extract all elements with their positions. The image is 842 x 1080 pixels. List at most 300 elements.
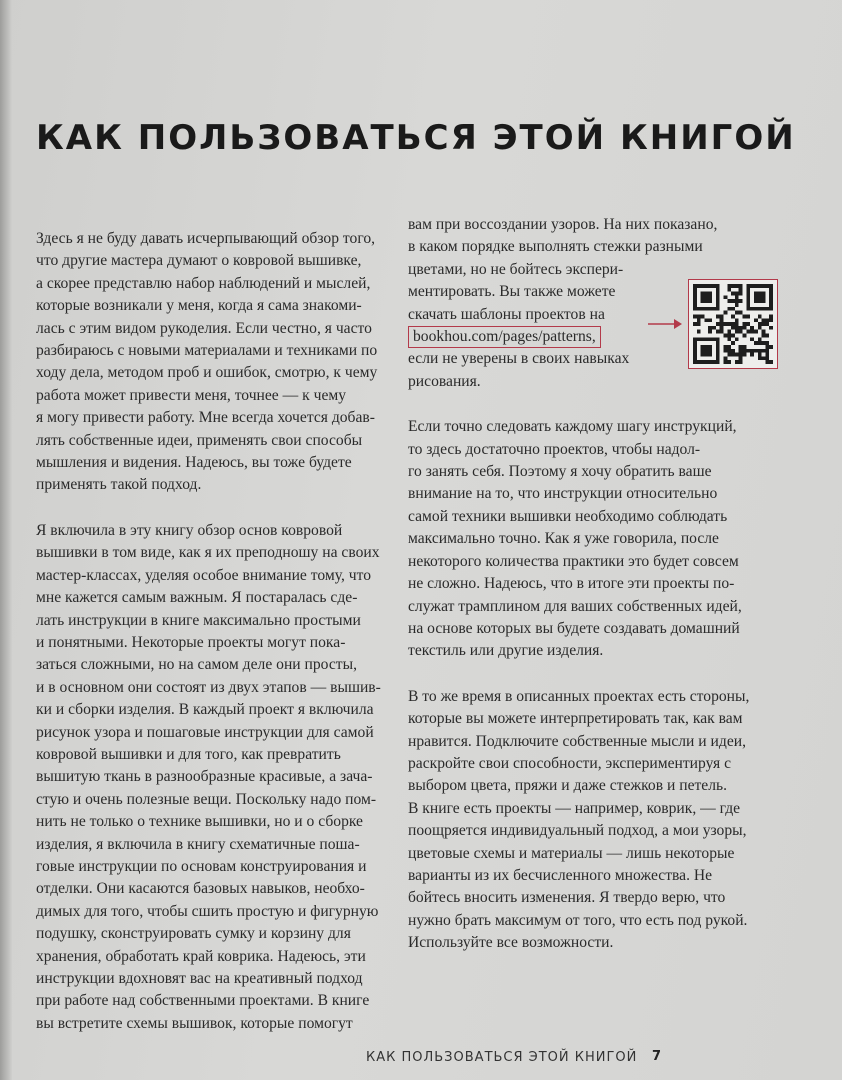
qr-module	[731, 326, 735, 330]
qr-module	[731, 299, 735, 303]
qr-module	[762, 330, 766, 334]
qr-module	[708, 318, 712, 322]
qr-module	[716, 341, 720, 345]
qr-module	[765, 334, 769, 338]
qr-module	[743, 349, 747, 353]
qr-module	[720, 314, 724, 318]
text-line: мне кажется самым важным. Я постаралась сде-	[36, 589, 358, 607]
qr-module	[746, 303, 750, 307]
text-line: В то же время в описанных проектах есть стороны,	[408, 687, 750, 705]
qr-module	[750, 284, 754, 288]
text-line: В книге есть проекты — например, коврик, — где	[408, 799, 741, 817]
qr-module	[708, 295, 712, 299]
qr-module	[739, 360, 743, 364]
qr-module	[727, 330, 731, 334]
qr-module	[704, 284, 708, 288]
qr-module	[762, 341, 766, 345]
qr-module	[693, 356, 697, 360]
text-line: ментировать. Вы также можете	[408, 283, 616, 301]
qr-module	[716, 345, 720, 349]
qr-module	[720, 318, 724, 322]
qr-code-frame[interactable]	[688, 279, 778, 369]
qr-module	[754, 341, 758, 345]
qr-module	[731, 353, 735, 357]
text-line: лять собственные идеи, применять свои способы	[36, 431, 363, 449]
text-line: говые инструкции по основам конструирования и	[36, 857, 367, 875]
qr-module	[758, 356, 762, 360]
qr-module	[739, 345, 743, 349]
qr-module	[750, 326, 754, 330]
qr-module	[697, 330, 701, 334]
qr-module	[701, 337, 705, 341]
text-line: Я включила в эту книгу обзор основ ковровой	[36, 521, 343, 539]
qr-module	[716, 314, 720, 318]
qr-module	[723, 360, 727, 364]
qr-module	[727, 322, 731, 326]
qr-module	[727, 284, 731, 288]
qr-module	[701, 314, 705, 318]
qr-module	[701, 345, 705, 349]
qr-module	[716, 307, 720, 311]
qr-module	[739, 288, 743, 292]
qr-module	[746, 295, 750, 299]
qr-module	[720, 326, 724, 330]
text-line: лать инструкции в книге максимально простыми	[36, 611, 361, 629]
text-line: нравится. Подключите собственные мысли и идеи,	[408, 732, 746, 750]
qr-module	[712, 326, 716, 330]
qr-module	[743, 322, 747, 326]
qr-module	[712, 337, 716, 341]
qr-module	[735, 318, 739, 322]
patterns-url-link[interactable]: bookhou.com/pages/patterns,	[408, 326, 601, 348]
qr-module	[716, 292, 720, 296]
qr-module	[769, 303, 773, 307]
qr-module	[693, 288, 697, 292]
qr-module	[704, 295, 708, 299]
qr-module	[735, 326, 739, 330]
qr-module	[723, 322, 727, 326]
qr-module	[735, 330, 739, 334]
text-line: выбором цвета, пряжи и даже стежков и петель.	[408, 777, 728, 795]
qr-module	[704, 345, 708, 349]
qr-module	[708, 349, 712, 353]
qr-module	[739, 311, 743, 315]
qr-module	[765, 360, 769, 364]
qr-module	[693, 322, 697, 326]
qr-module	[693, 349, 697, 353]
qr-module	[693, 337, 697, 341]
text-line: что другие мастера думают о ковровой вышивке,	[36, 252, 362, 270]
text-line: подушку, сконструировать сумку и корзину для	[36, 925, 351, 943]
qr-module	[727, 307, 731, 311]
qr-module	[762, 349, 766, 353]
qr-module	[769, 360, 773, 364]
qr-module	[754, 295, 758, 299]
qr-module	[708, 299, 712, 303]
qr-module	[758, 337, 762, 341]
qr-module	[762, 307, 766, 311]
qr-module	[701, 307, 705, 311]
running-title: КАК ПОЛЬЗОВАТЬСЯ ЭТОЙ КНИГОЙ	[366, 1050, 638, 1065]
qr-module	[758, 284, 762, 288]
qr-module	[731, 349, 735, 353]
qr-module	[746, 292, 750, 296]
qr-module	[704, 349, 708, 353]
qr-module	[754, 307, 758, 311]
text-line: вышивки в том виде, как я их преподношу на своих	[36, 544, 380, 562]
text-line: служат трамплином для ваших собственных идей,	[408, 597, 742, 615]
qr-module	[735, 303, 739, 307]
qr-module	[731, 322, 735, 326]
qr-module	[735, 322, 739, 326]
text-line: рисования.	[408, 372, 481, 390]
text-line: поощряется индивидуальный подход, а мои узоры,	[408, 822, 747, 840]
qr-module	[704, 318, 708, 322]
qr-module	[735, 311, 739, 315]
qr-module	[708, 345, 712, 349]
paragraph	[36, 520, 392, 1035]
text-line: при работе над собственными проектами. В книге	[36, 992, 370, 1010]
text-line: на основе которых вы будете создавать домашний	[408, 619, 740, 637]
text-line: некоторого количества практики это будет совсем	[408, 552, 739, 570]
qr-module	[708, 360, 712, 364]
qr-module	[762, 318, 766, 322]
text-line: самой техники вышивки необходимо соблюдать	[408, 507, 728, 525]
qr-module	[746, 288, 750, 292]
qr-module	[716, 322, 720, 326]
qr-module	[769, 299, 773, 303]
qr-module	[731, 284, 735, 288]
qr-module	[697, 322, 701, 326]
qr-module	[743, 345, 747, 349]
text-line: мышления и видения. Надеюсь, вы тоже будете	[36, 454, 352, 472]
qr-module	[723, 311, 727, 315]
qr-module	[739, 330, 743, 334]
qr-module	[693, 345, 697, 349]
text-line: то здесь достаточно проектов, чтобы надол-	[408, 440, 701, 458]
qr-module	[739, 356, 743, 360]
qr-module	[735, 360, 739, 364]
text-line: ковровой вышивки и для того, как превратить	[36, 745, 341, 763]
qr-module	[754, 318, 758, 322]
qr-module	[731, 314, 735, 318]
qr-module	[739, 299, 743, 303]
qr-module	[750, 337, 754, 341]
qr-module	[735, 299, 739, 303]
qr-module	[693, 307, 697, 311]
text-line: внимание на то, что инструкции относительно	[408, 485, 718, 503]
qr-module	[704, 299, 708, 303]
qr-module	[693, 284, 697, 288]
qr-module	[716, 299, 720, 303]
qr-module	[746, 330, 750, 334]
qr-module	[743, 334, 747, 338]
qr-module	[727, 334, 731, 338]
qr-module	[769, 345, 773, 349]
qr-module	[693, 299, 697, 303]
qr-module	[746, 284, 750, 288]
qr-module	[701, 295, 705, 299]
qr-module	[769, 318, 773, 322]
qr-module	[765, 322, 769, 326]
text-line: изделия, я включила в книгу схематичные поша-	[36, 835, 360, 853]
qr-module	[758, 341, 762, 345]
qr-module	[727, 349, 731, 353]
qr-module	[704, 307, 708, 311]
text-line: вы встретите схемы вышивок, которые помогут	[36, 1014, 353, 1032]
qr-module	[731, 334, 735, 338]
text-line: цветовые схемы и материалы — лишь некоторые	[408, 844, 735, 862]
text-line: заться сложными, но на самом деле они просты,	[36, 656, 357, 674]
page-number: 7	[652, 1049, 662, 1064]
qr-module	[693, 341, 697, 345]
qr-module	[697, 284, 701, 288]
left-column	[36, 228, 392, 1058]
qr-module	[693, 303, 697, 307]
qr-module	[697, 314, 701, 318]
text-line: в каком порядке выполнять стежки разными	[408, 238, 703, 256]
qr-module	[701, 284, 705, 288]
qr-module	[723, 334, 727, 338]
text-line: мастер-классах, уделяя особое внимание тому, что	[36, 566, 371, 584]
qr-module	[716, 353, 720, 357]
qr-module	[704, 360, 708, 364]
qr-module	[693, 360, 697, 364]
qr-module	[697, 337, 701, 341]
qr-module	[758, 314, 762, 318]
qr-module	[701, 299, 705, 303]
qr-module	[723, 356, 727, 360]
qr-module	[708, 353, 712, 357]
qr-module	[739, 353, 743, 357]
qr-module	[716, 360, 720, 364]
qr-module	[746, 299, 750, 303]
qr-module	[762, 334, 766, 338]
text-line: не сложно. Надеюсь, что в итоге эти проекты по-	[408, 575, 735, 593]
qr-module	[758, 349, 762, 353]
text-line: работа может привести меня, точнее — к чему	[36, 386, 347, 404]
text-line: стую и очень полезные вещи. Поскольку надо пом-	[36, 790, 377, 808]
qr-module	[746, 307, 750, 311]
qr-module	[765, 356, 769, 360]
qr-module	[731, 292, 735, 296]
qr-module	[704, 353, 708, 357]
qr-module	[704, 292, 708, 296]
qr-module	[716, 337, 720, 341]
qr-module	[720, 330, 724, 334]
text-line: лась с этим видом рукоделия. Если честно, я часто	[36, 319, 372, 337]
text-line: применять такой подход.	[36, 476, 202, 494]
text-line: ходу дела, методом проб и ошибок, смотрю, к чему	[36, 364, 378, 382]
qr-module	[739, 326, 743, 330]
text-line: а скорее представлю набор наблюдений и мыслей,	[36, 274, 371, 292]
qr-module	[743, 314, 747, 318]
qr-module	[765, 318, 769, 322]
qr-module	[701, 349, 705, 353]
qr-module	[727, 353, 731, 357]
text-line: ки и сборки изделия. В каждый проект я включила	[36, 701, 374, 719]
text-line: я могу привести работу. Мне всегда хочется добав-	[36, 409, 375, 427]
text-line: Если точно следовать каждому шагу инструкций,	[408, 418, 737, 436]
qr-module	[765, 349, 769, 353]
qr-module	[765, 345, 769, 349]
qr-module	[758, 326, 762, 330]
qr-module	[765, 353, 769, 357]
page-title: КАК ПОЛЬЗОВАТЬСЯ ЭТОЙ КНИГОЙ	[36, 118, 796, 158]
qr-module	[769, 314, 773, 318]
qr-module	[758, 295, 762, 299]
qr-module	[739, 349, 743, 353]
text-line: бойтесь вносить изменения. Я твердо верю, что	[408, 889, 726, 907]
qr-module	[746, 349, 750, 353]
text-line: нить не только о технике вышивки, но и о сборке	[36, 813, 363, 831]
text-line: и понятными. Некоторые проекты могут пока-	[36, 633, 346, 651]
text-line: го занять себя. Поэтому я хочу обратить ваше	[408, 463, 712, 481]
qr-module	[746, 314, 750, 318]
text-line: димых для того, чтобы сшить простую и фигурную	[36, 902, 379, 920]
qr-module	[708, 284, 712, 288]
qr-module	[743, 353, 747, 357]
qr-module	[723, 349, 727, 353]
qr-module	[727, 288, 731, 292]
text-line: и в основном они состоят из двух этапов — вышив-	[36, 678, 381, 696]
qr-module	[754, 349, 758, 353]
qr-module	[758, 292, 762, 296]
text-line: цветами, но не бойтесь экспери-	[408, 260, 624, 278]
text-line: инструкции вдохновят вас на креативный подход	[36, 970, 363, 987]
paragraph	[408, 686, 790, 955]
text-line: разбираюсь с новыми материалами и техниками по	[36, 342, 378, 360]
qr-module	[693, 292, 697, 296]
page-spine-shadow	[0, 0, 12, 1080]
qr-module	[704, 337, 708, 341]
text-line: отделки. Они касаются базовых навыков, необхо-	[36, 880, 365, 898]
qr-module	[723, 345, 727, 349]
qr-module	[716, 330, 720, 334]
qr-module	[739, 292, 743, 296]
qr-module	[758, 307, 762, 311]
qr-module	[727, 345, 731, 349]
qr-module	[735, 353, 739, 357]
qr-module	[693, 314, 697, 318]
qr-module	[750, 307, 754, 311]
text-line: если не уверены в своих навыках	[408, 350, 630, 368]
qr-module	[716, 349, 720, 353]
qr-module	[750, 330, 754, 334]
qr-module	[769, 284, 773, 288]
qr-module	[765, 341, 769, 345]
qr-module	[712, 307, 716, 311]
qr-module	[758, 322, 762, 326]
qr-module	[712, 360, 716, 364]
qr-module	[765, 307, 769, 311]
qr-module	[723, 295, 727, 299]
text-line: Здесь я не буду давать исчерпывающий обзор того,	[36, 230, 376, 247]
qr-module	[758, 299, 762, 303]
qr-module	[712, 284, 716, 288]
qr-module	[727, 299, 731, 303]
qr-module	[758, 353, 762, 357]
qr-module	[750, 353, 754, 357]
qr-module	[708, 326, 712, 330]
text-line: которые возникали у меня, когда я сама знакоми-	[36, 297, 362, 315]
text-line: нужно брать максимум от того, что есть под рукой.	[408, 911, 748, 929]
text-line: скачать шаблоны проектов на	[408, 305, 605, 323]
qr-module	[762, 292, 766, 296]
qr-module	[754, 284, 758, 288]
qr-module	[739, 284, 743, 288]
qr-module	[701, 360, 705, 364]
qr-module	[754, 292, 758, 296]
qr-module	[701, 292, 705, 296]
text-line: рисунок узора и пошаговые инструкции для самой	[36, 723, 374, 741]
arrow-right-icon	[648, 318, 682, 330]
paragraph	[36, 228, 392, 497]
qr-module	[708, 337, 712, 341]
qr-module	[750, 349, 754, 353]
qr-module	[693, 353, 697, 357]
qr-module	[769, 326, 773, 330]
qr-module	[716, 288, 720, 292]
qr-module	[765, 284, 769, 288]
qr-module	[762, 356, 766, 360]
qr-module	[697, 307, 701, 311]
text-line: хранения, обработать край коврика. Надеюсь, эти	[36, 947, 366, 965]
qr-module	[769, 292, 773, 296]
qr-module	[762, 322, 766, 326]
text-line: раскройте свои способности, экспериментируя с	[408, 754, 732, 772]
qr-module	[754, 299, 758, 303]
qr-module	[727, 360, 731, 364]
qr-module	[731, 341, 735, 345]
qr-module	[746, 322, 750, 326]
qr-module	[716, 284, 720, 288]
qr-module	[743, 326, 747, 330]
text-line: вышитую ткань в разнообразные красивые, а зача-	[36, 768, 373, 786]
qr-module	[769, 295, 773, 299]
qr-module	[708, 307, 712, 311]
qr-code-icon	[693, 284, 773, 364]
qr-module	[769, 288, 773, 292]
qr-module	[762, 284, 766, 288]
text-line: текстиль или другие изделия.	[408, 642, 604, 660]
qr-module	[708, 330, 712, 334]
qr-module	[716, 356, 720, 360]
qr-module	[701, 353, 705, 357]
qr-module	[762, 295, 766, 299]
text-line: которые вы можете интерпретировать так, как вам	[408, 710, 743, 728]
paragraph	[408, 416, 790, 662]
qr-module	[716, 303, 720, 307]
qr-module	[754, 330, 758, 334]
qr-module	[731, 307, 735, 311]
qr-module	[697, 318, 701, 322]
text-line: вам при воссоздании узоров. На них показано,	[408, 216, 718, 233]
qr-module	[697, 360, 701, 364]
text-line: Используйте все возможности.	[408, 934, 614, 952]
text-line: максимально точно. Как я уже говорила, после	[408, 530, 719, 548]
qr-module	[762, 299, 766, 303]
qr-module	[735, 284, 739, 288]
qr-module	[769, 307, 773, 311]
qr-module	[727, 337, 731, 341]
qr-module	[735, 295, 739, 299]
qr-module	[735, 337, 739, 341]
text-line: варианты из их бесчисленного множества. Не	[408, 866, 713, 884]
qr-module	[720, 322, 724, 326]
qr-module	[693, 295, 697, 299]
qr-module	[735, 292, 739, 296]
